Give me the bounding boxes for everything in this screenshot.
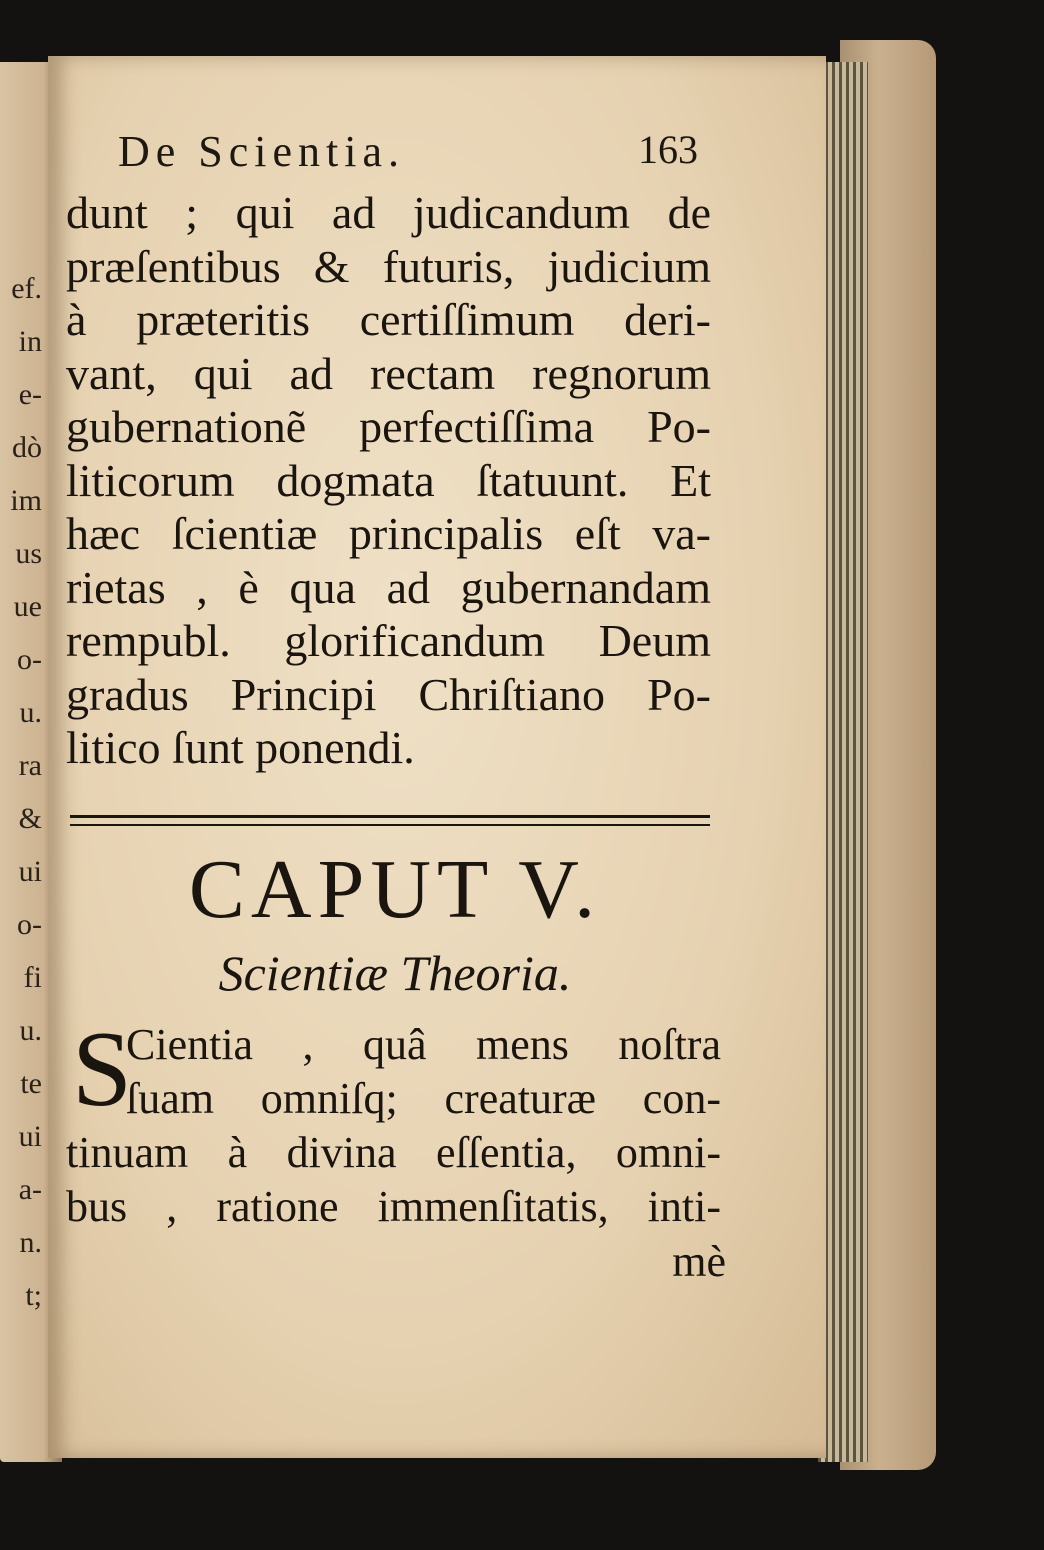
text-line: bus , ratione immenſitatis, inti- [66,1182,721,1231]
left-fragment: a- [18,1173,42,1206]
left-fragment: o- [17,643,42,676]
text-line: gubernationẽ perfectiſſima Po- [66,401,711,452]
left-fragment: ui [18,855,42,888]
left-fragment: ui [18,1120,42,1153]
left-fragment: fi [23,961,42,994]
chapter-heading: CAPUT V. [188,843,602,936]
text-line: ſuam omniſq; creaturæ con- [126,1074,721,1123]
left-fragment: in [18,325,42,358]
left-page-text [2,262,42,1322]
left-fragment: e- [18,378,42,411]
left-fragment: u. [19,696,42,729]
left-fragment: t; [25,1279,42,1312]
chapter-subtitle: Scientiæ Theoria. [218,945,572,1001]
text-line: vant, qui ad rectam regnorum [66,347,711,399]
chapter-paragraph [66,1010,721,1234]
text-line: hæc ſcientiæ principalis eſt va- [66,508,711,559]
text-line: liticorum dogmata ſtatuunt. Et [66,454,711,506]
left-fragment: & [18,802,42,835]
body-text [66,186,711,775]
left-fragment: ue [13,590,42,623]
left-fragment: us [15,537,42,570]
section-rule [70,815,710,826]
text-line: à præteritis certiſſimum deri- [66,294,711,345]
left-fragment: ef. [11,272,42,305]
left-fragment: o- [17,908,42,941]
page-number: 163 [638,127,698,172]
drop-cap: S [72,1010,133,1129]
text-line: rempubl. glorificandum Deum [66,615,711,666]
text-line: dunt ; qui ad judicandum de [66,187,711,238]
text-line: tinuam à divina eſſentia, omni- [66,1128,721,1177]
text-line: gradus Principi Chriſtiano Po- [66,668,711,720]
text-line: præſentibus & futuris, judicium [66,240,711,292]
left-fragment: dò [12,431,42,464]
left-fragment: n. [19,1226,42,1259]
catchword: mè [672,1237,726,1286]
left-fragment: te [20,1067,42,1100]
text-line: rietas , è qua ad gubernandam [66,561,711,613]
text-line: Cientia , quâ mens noſtra [126,1020,721,1069]
text-line: litico ſunt ponendi. [66,722,415,773]
left-fragment: im [10,484,42,517]
left-fragment: u. [19,1014,42,1047]
running-title: De Scientia. [118,127,406,176]
page-header [118,126,698,186]
left-fragment: ra [18,749,42,782]
